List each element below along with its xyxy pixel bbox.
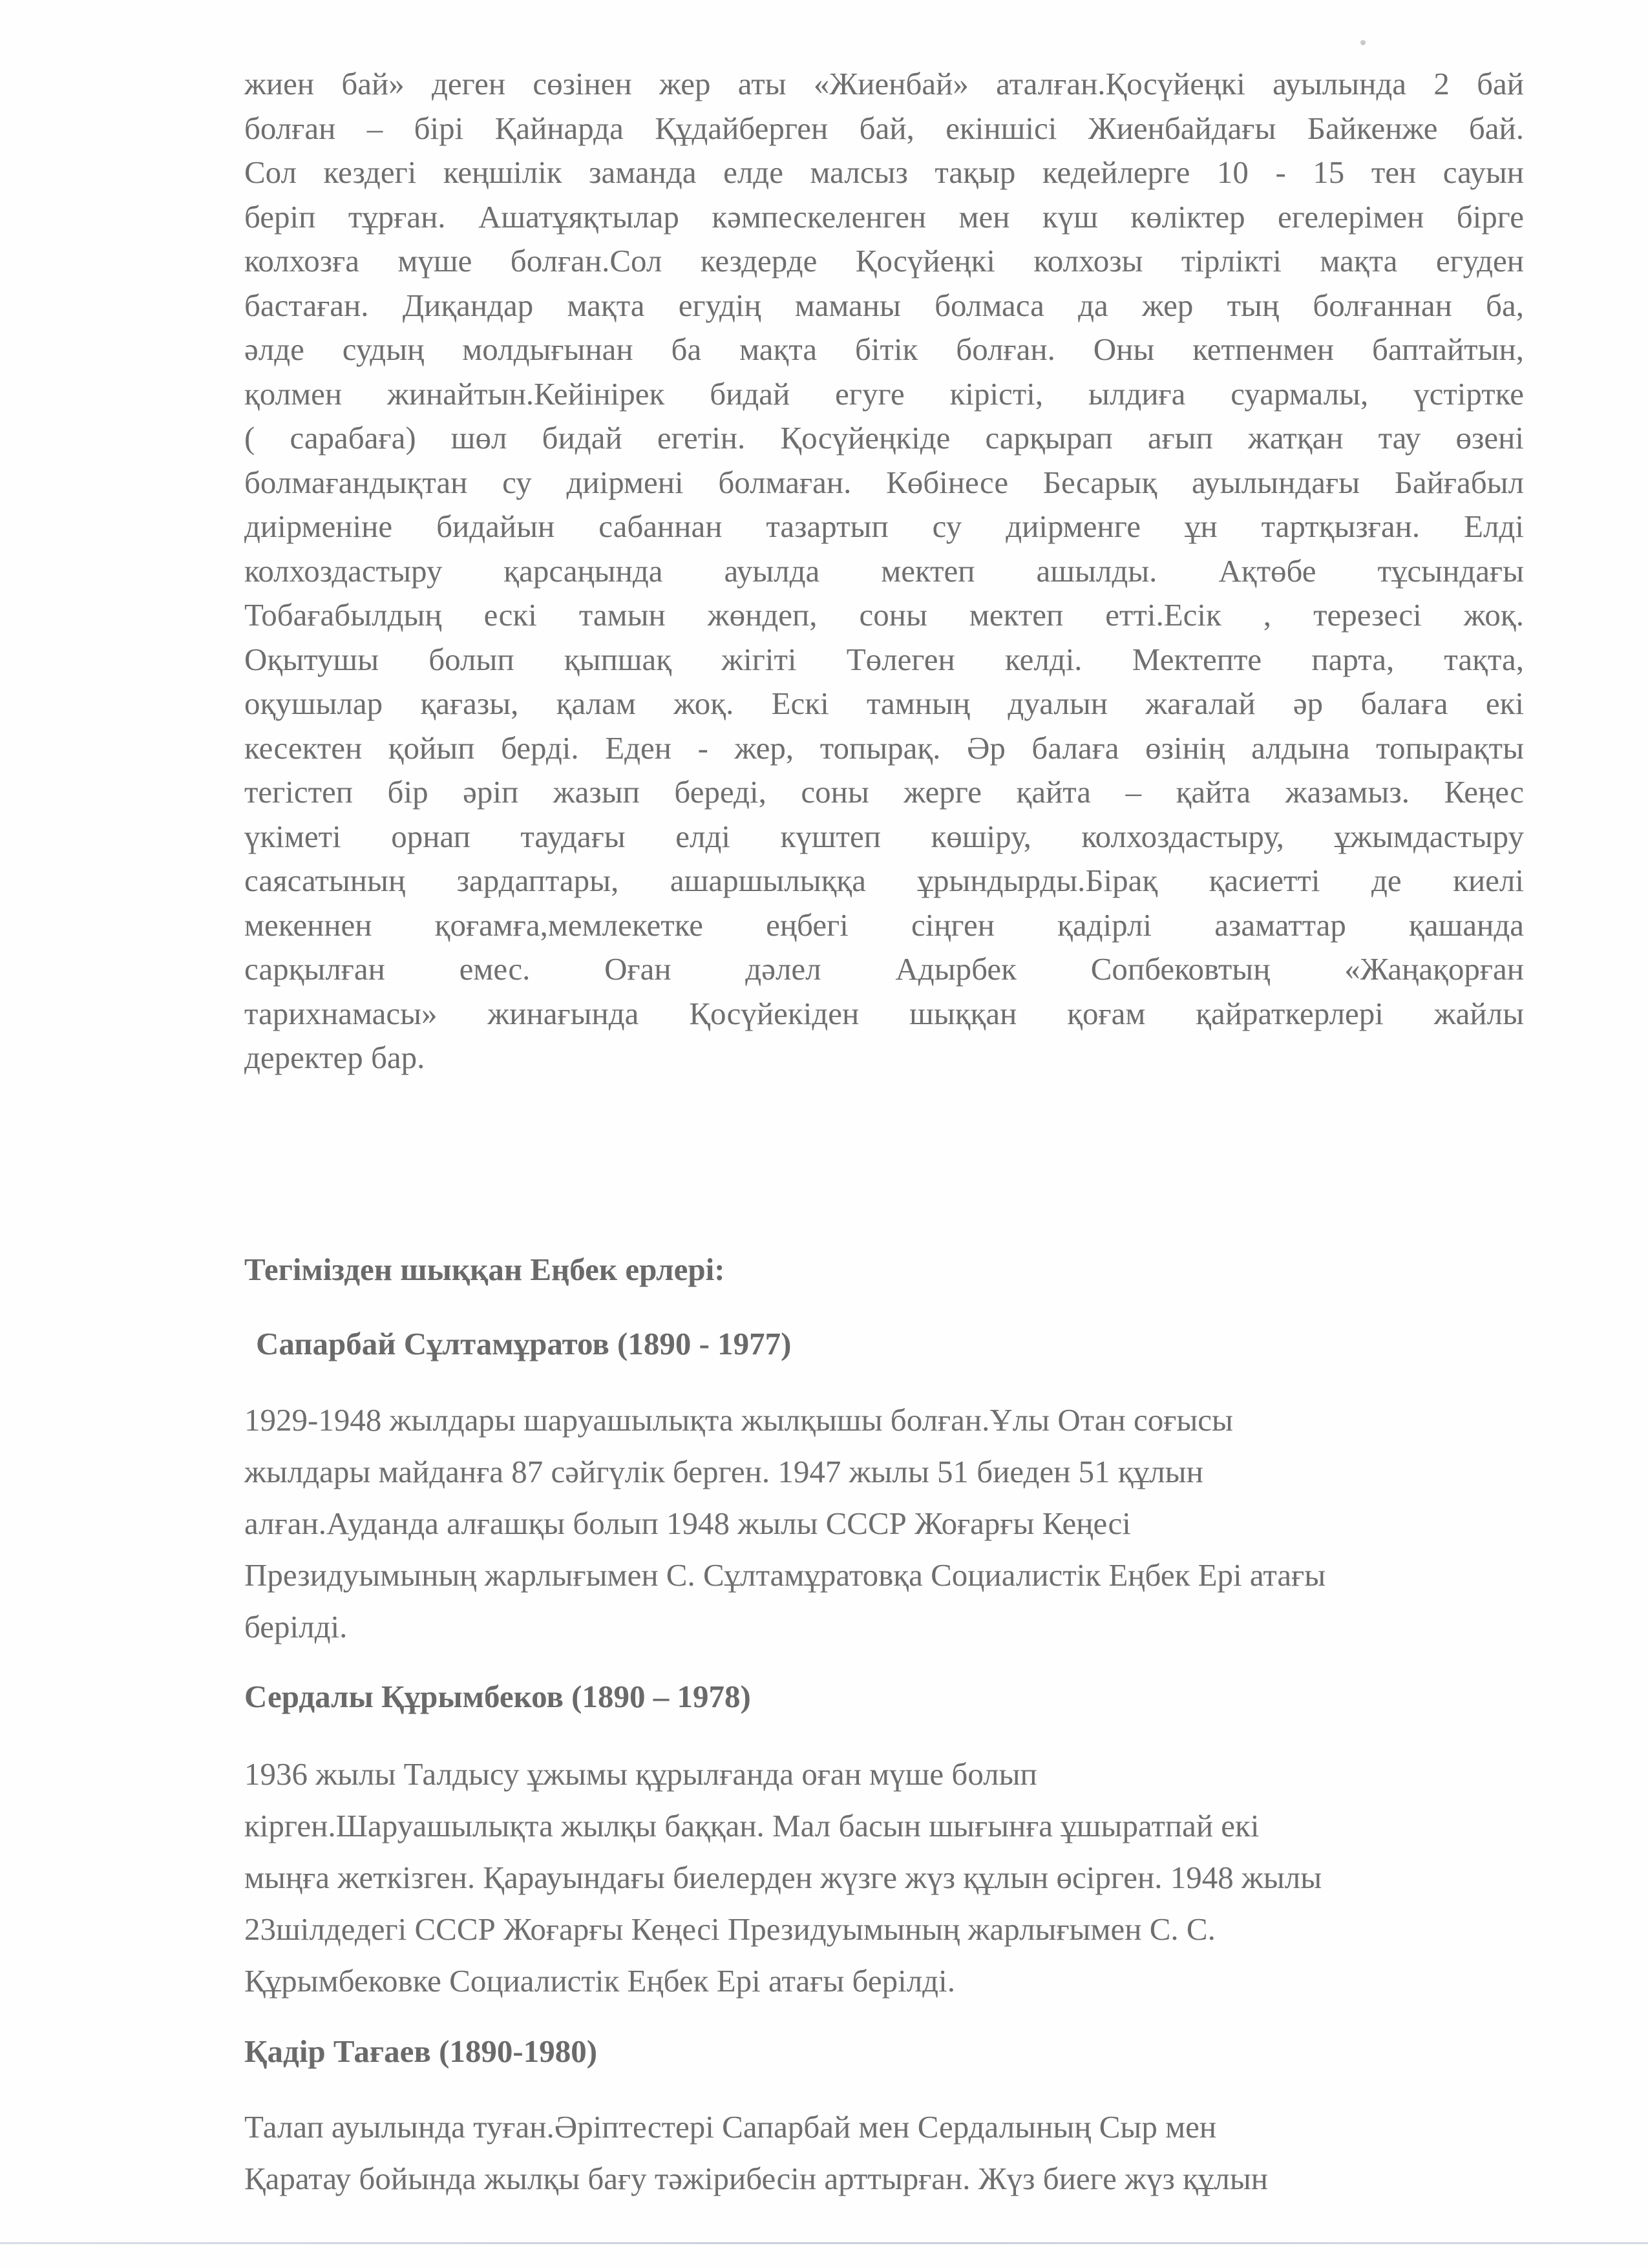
intro-paragraph [244,62,1524,1080]
person-bio [244,1394,1524,1653]
paragraph-line: тегістеп бір әріп жазып береді, соны жерге қайта – қайта жазамыз. Кеңес [244,774,1524,810]
paragraph-line: болған – бірі Қайнарда Құдайберген бай, екіншісі Жиенбайдағы Байкенже бай. [244,110,1524,146]
paragraph-line: оқушылар қағазы, қалам жоқ. Ескі тамның дуалын жағалай әр балаға екі [244,686,1524,721]
paragraph-line: ( сарабаға) шөл бидай егетін. Қосүйеңкіде сарқырап ағып жатқан тау өзені [244,420,1524,456]
bio-line: алған.Ауданда алғашқы болып 1948 жылы СССР Жоғарғы Кеңесі [244,1506,1131,1541]
paragraph-line: деректер бар. [244,1040,425,1075]
paragraph-line: әлде судың молдығынан ба мақта бітік болған. Оны кетпенмен баптайтын, [244,331,1524,367]
paragraph-line: жиен бай» деген сөзінен жер аты «Жиенбай» аталған.Қосүйеңкі ауылында 2 бай [244,66,1524,101]
section-heading: Тегімізден шыққан Еңбек ерлері: [244,1252,725,1287]
person-heading: Сердалы Құрымбеков (1890 – 1978) [244,1679,751,1714]
bio-line: 1929-1948 жылдары шаруашылықта жылқышы болған.Ұлы Отан соғысы [244,1402,1233,1438]
bio-line: жылдары майданға 87 сәйгүлік берген. 1947 жылы 51 биеден 51 құлын [244,1454,1203,1489]
paragraph-line: қолмен жинайтын.Кейінірек бидай егуге кірісті, ылдиға суармалы, үстіртке [244,375,1524,412]
paragraph-line: диірменіне бидайын сабаннан тазартып су диірменге ұн тартқызған. Елді [244,509,1524,544]
paragraph-line: сарқылған емес. Оған дәлел Адырбек Сопбековтың «Жаңақорған [244,951,1524,987]
paragraph-line: бастаған. Диқандар мақта егудің маманы болмаса да жер тың болғаннан ба, [244,287,1524,323]
paragraph-line: колхозға мүше болған.Сол кездерде Қосүйеңкі колхозы тірлікті мақта егуден [244,243,1524,278]
paragraph-line: Оқытушы болып қыпшақ жігіті Төлеген келді. Мектепте парта, тақта, [244,641,1524,677]
scan-edge-line [0,2242,1648,2244]
paragraph-line: тарихнамасы» жинағында Қосүйекіден шыққан қоғам қайраткерлері жайлы [244,995,1524,1031]
paragraph-line: колхоздастыру қарсаңында ауылда мектеп ашылды. Ақтөбе тұсындағы [244,552,1524,589]
bio-line: 1936 жылы Талдысу ұжымы құрылғанда оған мүше болып [244,1756,1037,1792]
person-heading: Сапарбай Сұлтамұратов (1890 - 1977) [256,1326,792,1361]
bio-line: Қаратау бойында жылқы бағу тәжірибесін арттырған. Жүз биеге жүз құлын [244,2161,1268,2196]
bio-line: кірген.Шаруашылықта жылқы баққан. Мал басын шығынға ұшыратпай екі [244,1808,1260,1843]
bio-line: Президуымының жарлығымен С. Сұлтамұратовқа Социалистік Еңбек Ері атағы [244,1557,1326,1593]
person-bio [244,2101,1524,2205]
paragraph-line: Сол кездегі кеңшілік заманда елде малсыз тақыр кедейлерге 10 - 15 тен сауын [244,154,1524,190]
bio-line: берілді. [244,1609,348,1644]
scan-dust-speck [1360,40,1366,45]
paragraph-line: саясатының зардаптары, ашаршылыққа ұрындырды.Бірақ қасиетті де киелі [244,863,1524,898]
bio-line: Құрымбековке Социалистік Еңбек Ері атағы берілді. [244,1963,955,1999]
paragraph-line: беріп тұрған. Ашатұяқтылар кәмпескеленген мен күш көліктер егелерімен бірге [244,198,1524,235]
paragraph-line: үкіметі орнап таудағы елді күштеп көшіру, колхоздастыру, ұжымдастыру [244,818,1524,854]
paragraph-line: Тобағабылдың ескі тамын жөндеп, соны мектеп етті.Есік , терезесі жоқ. [244,597,1524,633]
bio-line: мыңға жеткізген. Қарауындағы биелерден жүзге жүз құлын өсірген. 1948 жылы [244,1860,1322,1895]
bio-line: Талап ауылында туған.Әріптестері Сапарбай мен Сердалының Сыр мен [244,2109,1217,2145]
person-bio [244,1748,1524,2007]
person-heading: Қадір Тағаев (1890-1980) [244,2033,598,2069]
paragraph-line: кесектен қойып берді. Еден - жер, топырақ. Әр балаға өзінің алдына топырақты [244,730,1524,766]
bio-line: 23шілдедегі СССР Жоғарғы Кеңесі Президуымының жарлығымен С. С. [244,1911,1216,1947]
paragraph-line: мекеннен қоғамға,мемлекетке еңбегі сіңген қадірлі азаматтар қашанда [244,907,1524,943]
paragraph-line: болмағандықтан су диірмені болмаған. Көбінесе Бесарық ауылындағы Байғабыл [244,464,1524,500]
